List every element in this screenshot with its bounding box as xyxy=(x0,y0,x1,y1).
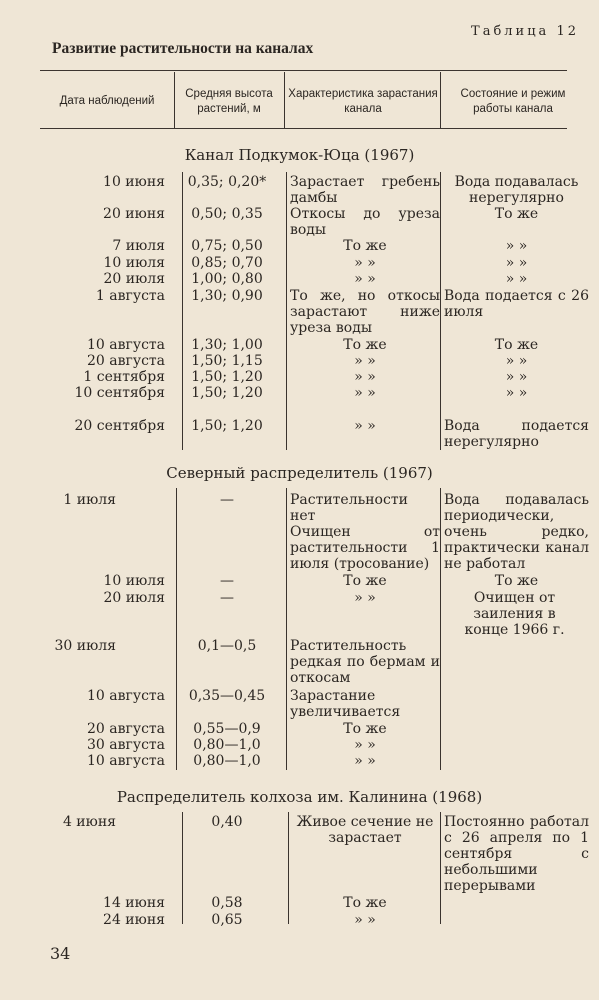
cell-date: 10 июля xyxy=(103,255,165,271)
header-bottom-rule xyxy=(40,128,567,129)
cell-date: 20 августа xyxy=(87,353,165,369)
cell-state: » » xyxy=(505,271,528,287)
cell-date: 1 сентября xyxy=(83,369,165,385)
cell-characteristic: » » xyxy=(354,590,376,606)
cell-characteristic: » » xyxy=(354,912,376,928)
cell-height: 0,40 xyxy=(211,814,243,830)
cell-characteristic: » » xyxy=(354,353,376,369)
section-title: Канал Подкумок-Юца (1967) xyxy=(184,146,415,164)
cell-state: Вода подается с 26 июля xyxy=(444,288,589,320)
cell-height: 0,65 xyxy=(211,912,243,928)
header-top-rule xyxy=(40,70,567,71)
cell-height: 1,50; 1,20 xyxy=(191,369,263,385)
cell-state: Вода подавалась периодически, очень редко, практически канал не работал xyxy=(444,492,589,572)
cell-height: 0,50; 0,35 xyxy=(191,206,263,222)
cell-height: 1,30; 1,00 xyxy=(191,337,263,353)
column-divider xyxy=(286,172,287,450)
cell-characteristic: То же xyxy=(343,895,387,911)
header-divider xyxy=(284,72,285,128)
column-divider xyxy=(288,812,289,924)
column-divider xyxy=(440,812,441,924)
cell-date: 4 июня xyxy=(62,814,116,830)
cell-state: » » xyxy=(505,238,528,254)
cell-characteristic: Растительности нет xyxy=(290,492,408,524)
cell-height: 0,75; 0,50 xyxy=(191,238,263,254)
table-label: Таблица 12 xyxy=(471,24,579,39)
cell-state: » » xyxy=(505,353,528,369)
cell-height: 1,00; 0,80 xyxy=(191,271,263,287)
cell-characteristic: » » xyxy=(354,255,376,271)
cell-height: 1,50; 1,20 xyxy=(191,385,263,401)
column-divider xyxy=(286,488,287,770)
cell-state: Очищен от заиления в конце 1966 г. xyxy=(464,590,565,638)
cell-state: » » xyxy=(505,255,528,271)
cell-date: 10 августа xyxy=(87,688,165,704)
cell-height: 1,50; 1,20 xyxy=(191,418,263,434)
cell-characteristic: Зарастает гребень дамбы xyxy=(290,174,440,206)
cell-date: 20 июля xyxy=(103,590,165,606)
cell-date: 20 июля xyxy=(103,271,165,287)
cell-characteristic: То же xyxy=(343,238,387,254)
cell-date: 10 июня xyxy=(103,174,165,190)
cell-date: 10 августа xyxy=(87,753,165,769)
cell-height: 1,50; 1,15 xyxy=(191,353,263,369)
cell-state: То же xyxy=(494,337,539,353)
cell-height: 0,55—0,9 xyxy=(193,721,261,737)
cell-characteristic: Откосы до уреза воды xyxy=(290,206,440,238)
cell-characteristic: То же xyxy=(343,573,387,589)
cell-characteristic: Живое сечение не зарастает xyxy=(296,814,434,846)
cell-height: 0,35—0,45 xyxy=(188,688,266,704)
cell-date: 30 июля xyxy=(54,638,116,654)
cell-characteristic: » » xyxy=(354,369,376,385)
header-divider xyxy=(174,72,175,128)
section-title: Северный распределитель (1967) xyxy=(166,464,433,482)
cell-characteristic-note: Очищен от растительности 1 июля (тросование) xyxy=(290,524,440,572)
cell-state: Вода подается нерегулярно xyxy=(444,418,589,450)
cell-height: 0,1—0,5 xyxy=(197,638,257,654)
header-state: Состояние и режим работы канала xyxy=(460,88,566,115)
cell-state: » » xyxy=(505,369,528,385)
cell-characteristic: Зарастание увеличивается xyxy=(290,688,401,720)
cell-date: 24 июня xyxy=(103,912,165,928)
cell-height: 0,58 xyxy=(211,895,243,911)
cell-state: Вода подавалась нерегулярно xyxy=(454,174,579,206)
cell-date: 20 августа xyxy=(87,721,165,737)
cell-date: 10 августа xyxy=(87,337,165,353)
cell-height: 1,30; 0,90 xyxy=(191,288,263,304)
cell-state: То же xyxy=(494,573,539,589)
cell-characteristic: То же xyxy=(343,721,387,737)
cell-date: 10 сентября xyxy=(74,385,165,401)
cell-characteristic: То же, но откосы зарастают ниже уреза воды xyxy=(290,288,440,336)
cell-characteristic: » » xyxy=(354,753,376,769)
cell-height: — xyxy=(220,492,234,508)
cell-date: 20 июня xyxy=(103,206,165,222)
cell-height: — xyxy=(220,590,234,606)
cell-date: 7 июля xyxy=(112,238,165,254)
cell-date: 1 июля xyxy=(63,492,116,508)
cell-state: То же xyxy=(494,206,539,222)
section-title: Распределитель колхоза им. Калинина (1968) xyxy=(116,788,483,806)
table-title: Развитие растительности на каналах xyxy=(52,40,314,57)
header-divider xyxy=(440,72,441,128)
cell-height: 0,80—1,0 xyxy=(193,753,261,769)
cell-date: 14 июня xyxy=(103,895,165,911)
cell-state: » » xyxy=(505,385,528,401)
cell-date: 30 августа xyxy=(87,737,165,753)
cell-date: 20 сентября xyxy=(74,418,165,434)
cell-height: 0,85; 0,70 xyxy=(191,255,263,271)
cell-date: 1 августа xyxy=(95,288,165,304)
header-height: Средняя высота растений, м xyxy=(185,88,273,115)
cell-characteristic: » » xyxy=(354,737,376,753)
cell-date: 10 июля xyxy=(103,573,165,589)
cell-state: Постоянно работал с 26 апреля по 1 сентября с небольшими перерывами xyxy=(444,814,589,894)
column-divider xyxy=(440,172,441,450)
cell-characteristic: То же xyxy=(343,337,387,353)
cell-characteristic: » » xyxy=(354,271,376,287)
cell-characteristic: » » xyxy=(354,385,376,401)
page-number: 34 xyxy=(50,944,71,963)
header-date: Дата наблюдений xyxy=(59,95,155,107)
cell-characteristic: Растительность редкая по бермам и откосам xyxy=(290,638,440,686)
cell-height: 0,35; 0,20* xyxy=(187,174,267,190)
cell-characteristic: » » xyxy=(354,418,376,434)
column-divider xyxy=(440,488,441,770)
header-characteristic: Характеристика зарастания канала xyxy=(288,88,438,115)
cell-height: — xyxy=(220,573,234,589)
cell-height: 0,80—1,0 xyxy=(193,737,261,753)
